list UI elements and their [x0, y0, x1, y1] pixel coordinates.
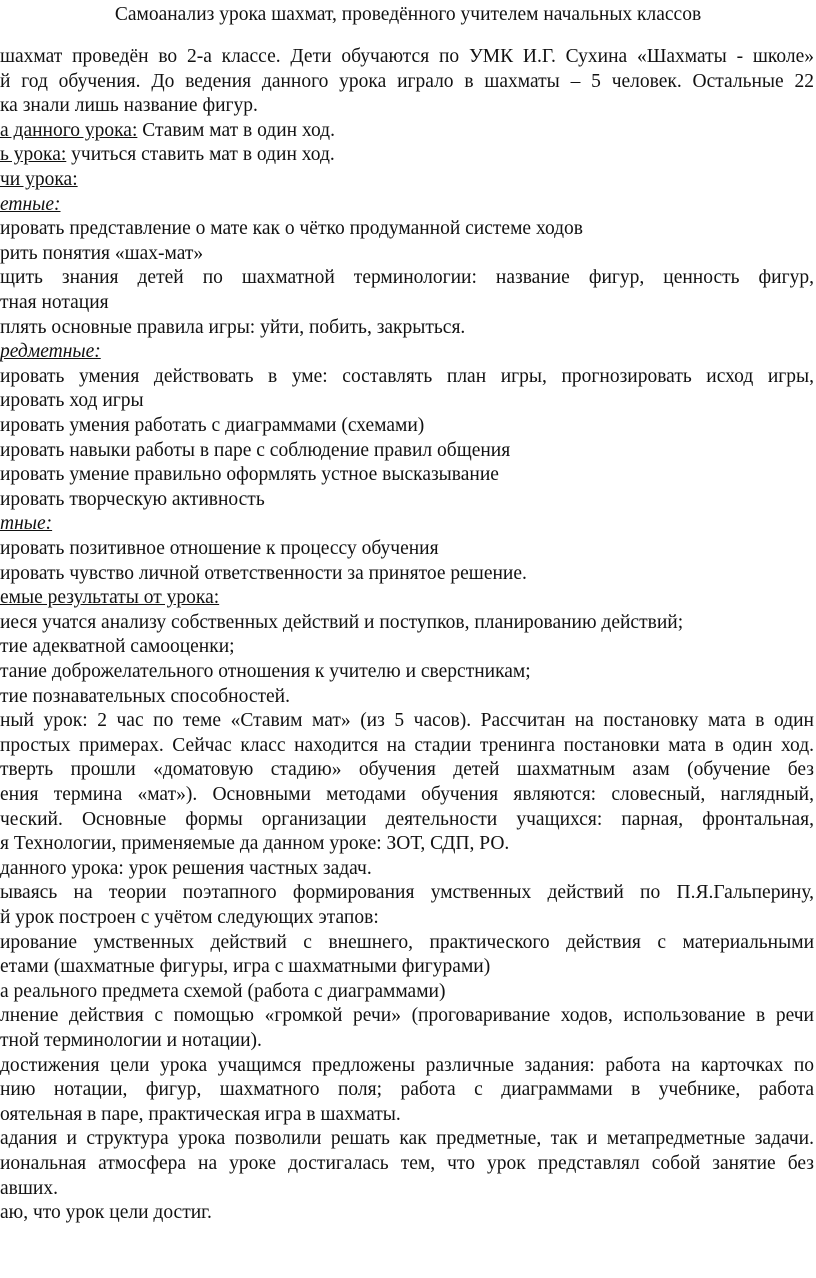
line-text: етные: — [0, 193, 61, 215]
line-text-suffix: учиться ставить мат в один ход. — [66, 144, 335, 166]
body-line — [0, 610, 683, 636]
line-text: плять основные правила игры: уйти, побить, закрыться. — [0, 316, 466, 338]
body-line — [0, 856, 372, 882]
body-line — [0, 807, 814, 833]
body-line — [0, 388, 144, 414]
line-text: ения термина «мат»). Основными методами обучения являются: словесный, наглядный, — [0, 784, 814, 805]
body-line — [0, 413, 424, 439]
body-line — [0, 118, 335, 144]
line-text: тной терминологии и нотации). — [0, 1030, 262, 1051]
body-line — [0, 782, 814, 808]
body-line — [0, 733, 814, 759]
line-text: ировать умения работать с диаграммами (схемами) — [0, 415, 425, 436]
body-line — [0, 1077, 814, 1103]
body-line — [0, 831, 509, 857]
body-line — [0, 93, 258, 119]
body-line — [0, 1003, 814, 1029]
line-text: й год обучения. До ведения данного урока играло в шахматы – 5 человек. Остальные 22 — [0, 70, 814, 92]
body-line — [0, 315, 465, 341]
line-text: оятельная в паре, практическая игра в шахматы. — [0, 1103, 401, 1125]
body-line — [0, 708, 814, 734]
line-text: простых примерах. Сейчас класс находится на стадии тренинга постановки мата в один ход. — [0, 734, 814, 756]
line-text: ь урока: — [0, 144, 67, 166]
line-text: ировать ход игры — [0, 390, 144, 412]
body-line — [0, 954, 490, 980]
line-text: тная нотация — [0, 292, 109, 313]
line-text: етами (шахматные фигуры, игра с шахматными фигурами) — [0, 956, 491, 978]
line-text: рить понятия «шах-мат» — [0, 242, 204, 264]
body-line — [0, 536, 439, 562]
line-text: аю, что урок цели достиг. — [0, 1202, 212, 1224]
body-line — [0, 487, 265, 513]
body-line — [0, 192, 61, 218]
line-text: тверть прошли «доматовую стадию» обучения детей шахматным азам (обучение без — [0, 759, 814, 781]
body-line — [0, 1200, 212, 1226]
line-text-suffix: Ставим мат в один ход. — [137, 119, 335, 141]
line-text: ываясь на теории поэтапного формирования умственных действий по П.Я.Гальперину, — [0, 882, 814, 904]
body-line — [0, 757, 814, 783]
line-text: тные: — [0, 513, 53, 535]
line-text: адания и структура урока позволили решать как предметные, так и метапредметные задачи. — [0, 1128, 814, 1150]
line-text: емые результаты от урока: — [0, 587, 220, 609]
body-line — [0, 241, 203, 267]
body-line — [0, 1151, 814, 1177]
body-line — [0, 462, 499, 488]
line-text: я Технологии, применяемые да данном уроке: ЗОТ, СДП, РО. — [0, 833, 510, 855]
body-line — [0, 364, 814, 390]
line-text: ировать представление о мате как о чётко продуманной системе ходов — [0, 218, 584, 240]
line-text: й урок построен с учётом следующих этапов: — [0, 907, 379, 928]
body-line — [0, 1176, 58, 1202]
body-line — [0, 1028, 262, 1054]
document-title: Самоанализ урока шахмат, проведённого учителем начальных классов — [114, 4, 702, 25]
line-text: редметные: — [0, 341, 101, 363]
line-text: иональная атмосфера на уроке достигалась тем, что урок представлял собой занятие без — [0, 1153, 814, 1174]
line-text: чи урока: — [0, 169, 78, 190]
body-line — [0, 930, 814, 956]
line-text: ировать навыки работы в паре с соблюдение правил общения — [0, 439, 511, 461]
body-line — [0, 634, 235, 660]
line-text: ческий. Основные формы организации деятельности учащихся: парная, фронтальная, — [0, 808, 814, 830]
body-line — [0, 69, 814, 95]
body-line — [0, 438, 510, 464]
line-text: иеся учатся анализу собственных действий и поступков, планированию действий; — [0, 611, 684, 633]
line-text: тие адекватной самооценки; — [0, 636, 235, 658]
line-text: авших. — [0, 1177, 58, 1199]
body-line — [0, 216, 583, 242]
body-line — [0, 1126, 814, 1152]
body-line — [0, 511, 52, 537]
body-line — [0, 659, 531, 685]
line-text: данного урока: урок решения частных задач. — [0, 857, 372, 879]
body-line — [0, 905, 379, 931]
line-text: тие познавательных способностей. — [0, 685, 290, 707]
line-text: лнение действия с помощью «громкой речи» (проговаривание ходов, использование в речи — [0, 1005, 814, 1027]
body-line — [0, 1053, 814, 1079]
line-text: тание доброжелательного отношения к учителю и сверстникам; — [0, 661, 531, 682]
line-text: ка знали лишь название фигур. — [0, 95, 258, 117]
line-text: нию нотации, фигур, шахматного поля; работа с диаграммами в учебнике, работа — [0, 1079, 814, 1101]
line-text: ировать позитивное отношение к процессу обучения — [0, 538, 439, 559]
body-line — [0, 684, 290, 710]
line-text: щить знания детей по шахматной терминологии: название фигур, ценность фигур, — [0, 267, 814, 289]
body-line — [0, 979, 445, 1005]
body-line — [0, 265, 814, 291]
line-text: а реального предмета схемой (работа с диаграммами) — [0, 980, 446, 1002]
line-text: достижения цели урока учащимся предложены различные задания: работа на карточках по — [0, 1054, 814, 1076]
body-line — [0, 44, 814, 70]
line-text: а данного урока: — [0, 119, 138, 141]
line-text: ировать умение правильно оформлять устное высказывание — [0, 464, 499, 486]
line-text: ирование умственных действий с внешнего, практического действия с материальными — [0, 931, 814, 953]
line-text: ировать чувство личной ответственности за принятое решение. — [0, 562, 527, 584]
body-line — [0, 585, 219, 611]
body-line — [0, 880, 814, 906]
body-line — [0, 167, 78, 193]
body-line — [0, 1102, 401, 1128]
body-line — [0, 561, 527, 587]
line-text: ный урок: 2 час по теме «Ставим мат» (из 5 часов). Рассчитан на постановку мата в один — [0, 710, 814, 732]
line-text: ировать умения действовать в уме: составлять план игры, прогнозировать исход игры, — [0, 365, 814, 387]
body-line — [0, 142, 335, 168]
line-text: шахмат проведён во 2-а классе. Дети обучаются по УМК И.Г. Сухина «Шахматы - школе» — [0, 46, 814, 67]
body-line — [0, 339, 101, 365]
line-text: ировать творческую активность — [0, 488, 265, 510]
body-line — [0, 290, 109, 316]
